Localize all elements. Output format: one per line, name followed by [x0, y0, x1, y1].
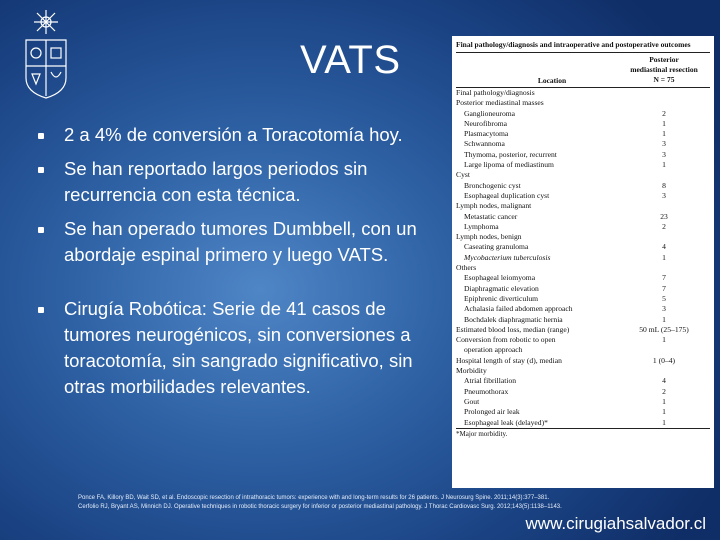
row-value [618, 345, 710, 355]
table-row [456, 129, 710, 139]
table-row [456, 335, 710, 345]
row-label: Achalasia failed abdomen approach [464, 304, 573, 314]
row-label: Final pathology/diagnosis [456, 88, 535, 97]
table-row [456, 407, 710, 417]
row-label: Ganglioneuroma [464, 108, 516, 118]
row-value: 7 [662, 273, 666, 283]
row-value: 4 [662, 376, 666, 386]
table-row [456, 345, 710, 355]
row-label: Epiphrenic diverticulum [464, 293, 539, 303]
bullet-item [38, 216, 438, 268]
table-row [456, 253, 710, 263]
row-label: Neurofibroma [464, 118, 508, 128]
row-label: Lymph nodes, malignant [456, 201, 532, 211]
table-caption: Final pathology/diagnosis and intraoperative and postoperative outcomes [456, 40, 691, 49]
table-row [456, 88, 710, 98]
row-label: Esophageal leak (delayed)* [464, 417, 548, 427]
row-value: 1 [662, 252, 666, 262]
row-value [618, 170, 710, 180]
table-row [456, 222, 710, 232]
row-label: Cyst [456, 170, 470, 180]
row-label: Thymoma, posterior, recurrent [464, 149, 557, 159]
row-label: operation approach [464, 345, 523, 355]
website-url: www.cirugiahsalvador.cl [525, 514, 706, 533]
row-label: Bochdalek diaphragmatic hernia [464, 314, 563, 324]
row-label: Lymphoma [464, 221, 499, 231]
table-row [456, 397, 710, 407]
row-label: Plasmacytoma [464, 129, 509, 139]
row-value: 1 [662, 160, 666, 170]
row-value: 3 [662, 149, 666, 159]
row-label: Conversion from robotic to open [456, 335, 556, 345]
table-header [452, 53, 714, 87]
table-row [456, 376, 710, 386]
bullet-text: Se han reportado largos periodos sin recurrencia con esta técnica. [64, 158, 368, 205]
column-header-line: N = 75 [653, 75, 675, 84]
table-row [456, 181, 710, 191]
table-row [456, 325, 710, 335]
bullet-marker [38, 307, 44, 313]
row-value: 1 [662, 314, 666, 324]
row-value: 2 [662, 221, 666, 231]
row-label: Esophageal leiomyoma [464, 273, 536, 283]
row-label: Posterior mediastinal masses [456, 98, 544, 108]
row-value: 3 [662, 304, 666, 314]
row-value: 1 [662, 417, 666, 427]
row-value [618, 366, 710, 376]
table-row [456, 98, 710, 108]
row-value: 1 (0–4) [652, 355, 676, 365]
table-row [456, 139, 710, 149]
row-label: Gout [464, 396, 480, 406]
column-header [618, 55, 710, 85]
row-value: 23 [660, 211, 668, 221]
row-label: Prolonged air leak [464, 407, 520, 417]
table-row [456, 315, 710, 325]
row-label: Lymph nodes, benign [456, 232, 522, 242]
row-value: 1 [662, 335, 666, 345]
row-value [618, 201, 710, 211]
row-value: 1 [662, 129, 666, 139]
bullet-item [38, 156, 438, 208]
bullet-marker [38, 167, 44, 173]
row-label: Schwannoma [464, 139, 505, 149]
row-value: 2 [662, 386, 666, 396]
citations [78, 494, 638, 512]
citation: Ponce FA, Killory BD, Wait SD, et al. Endoscopic resection of intrathoracic tumors: experience with and long-term results for 26 patients. J Neurosurg Spine. 2011;14(3):377–381. [78, 495, 550, 501]
bullet-list [38, 122, 438, 408]
table-row [456, 212, 710, 222]
row-label: Mycobacterium tuberculosis [464, 252, 551, 262]
table-row [456, 304, 710, 314]
row-value: 1 [662, 118, 666, 128]
row-label: Morbidity [456, 366, 487, 376]
bullet-item [38, 296, 438, 400]
row-value [618, 263, 710, 273]
table-row [456, 242, 710, 252]
citation: Cerfolio RJ, Bryant AS, Minnich DJ. Operative techniques in robotic thoracic surgery for inferior or posterior mediastinal pathology. J Thorac Cardiovasc Surg. 2012;143(5):1138–1143. [78, 504, 562, 510]
row-value: 4 [662, 242, 666, 252]
row-value: 5 [662, 293, 666, 303]
table-row [456, 366, 710, 376]
column-header-line: Posterior [649, 55, 679, 64]
row-value: 8 [662, 180, 666, 190]
row-value: 2 [662, 108, 666, 118]
slide-title: VATS [300, 38, 401, 82]
row-value: 3 [662, 139, 666, 149]
row-value: 1 [662, 407, 666, 417]
row-label: Caseating granuloma [464, 242, 529, 252]
row-label: Diaphragmatic elevation [464, 283, 539, 293]
table-row [456, 150, 710, 160]
table-row [456, 294, 710, 304]
table-row [456, 284, 710, 294]
row-value [618, 98, 710, 108]
outcomes-table [452, 36, 714, 488]
bullet-text: 2 a 4% de conversión a Toracotomía hoy. [64, 124, 403, 145]
bullet-marker [38, 133, 44, 139]
bullet-item [38, 122, 438, 148]
row-value: 50 mL (25–175) [639, 324, 689, 334]
row-value: 3 [662, 190, 666, 200]
row-value: 1 [662, 396, 666, 406]
row-label: Bronchogenic cyst [464, 180, 521, 190]
table-footnote: *Major morbidity. [456, 429, 508, 438]
table-row [456, 387, 710, 397]
bullet-text: Se han operado tumores Dumbbell, con un abordaje espinal primero y luego VATS. [64, 218, 417, 265]
row-label: Others [456, 263, 477, 273]
table-row [456, 191, 710, 201]
table-row [456, 273, 710, 283]
table-body [452, 88, 714, 428]
bullet-marker [38, 227, 44, 233]
table-row [456, 201, 710, 211]
table-row [456, 119, 710, 129]
table-row [456, 418, 710, 428]
row-label: Estimated blood loss, median (range) [456, 324, 570, 334]
column-header-line: mediastinal resection [630, 65, 698, 74]
table-row [456, 170, 710, 180]
table-row [456, 263, 710, 273]
location-header: Location [537, 76, 567, 85]
table-row [456, 232, 710, 242]
row-label: Large lipoma of mediastinum [464, 160, 554, 170]
row-label: Atrial fibrillation [464, 376, 517, 386]
row-value [618, 88, 710, 98]
table-row [456, 109, 710, 119]
table-row [456, 160, 710, 170]
bullet-text: Cirugía Robótica: Serie de 41 casos de tumores neurogénicos, sin conversiones a toracotomía, sin sangrado significativo, sin otras morbilidades relevantes. [64, 298, 413, 397]
row-label: Hospital length of stay (d), median [456, 355, 562, 365]
row-label: Metastatic cancer [464, 211, 518, 221]
row-label: Pneumothorax [464, 386, 509, 396]
university-logo [20, 8, 72, 100]
row-value [618, 232, 710, 242]
row-label: Esophageal duplication cyst [464, 190, 550, 200]
table-row [456, 356, 710, 366]
row-value: 7 [662, 283, 666, 293]
